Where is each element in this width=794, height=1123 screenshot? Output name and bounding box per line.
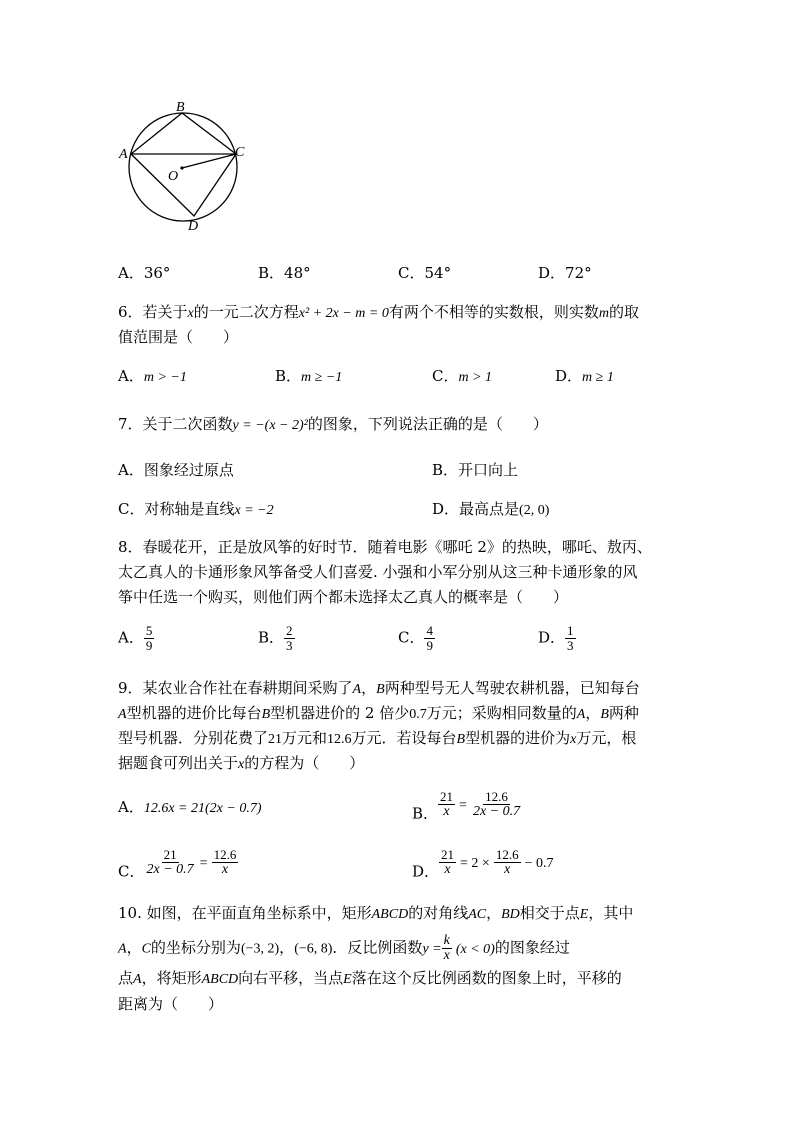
q8-option-c[interactable]: C． $\frac{4}{9}$ xyxy=(398,623,433,653)
q7-stem: 7．关于二次函数y = −(x − 2)²的图象，下列说法正确的是（ ） xyxy=(118,415,548,433)
q6-option-d[interactable]: D．m ≥ 1 xyxy=(555,367,614,385)
center-point xyxy=(180,166,183,169)
q9-line2: A型机器的进价比每台B型机器进价的 2 倍少0.7万元；采购相同数量的A，B两种 xyxy=(118,704,639,722)
circle-figure xyxy=(115,98,255,238)
q10-line4: 距离为（ ） xyxy=(118,995,224,1013)
q6-option-c[interactable]: C．m > 1 xyxy=(432,367,493,385)
q5-option-b[interactable]: B．48° xyxy=(258,264,311,282)
q9-line3: 型号机器．分别花费了21万元和12.6万元．若设每台B型机器的进价为x万元，根 xyxy=(118,729,637,747)
q9-line1: 9．某农业合作社在春耕期间采购了A，B两种型号无人驾驶农耕机器，已知每台 xyxy=(118,679,640,697)
q5-option-d[interactable]: D．72° xyxy=(538,264,592,282)
q6-option-a[interactable]: A．m > −1 xyxy=(118,367,187,385)
q10-line2: A，C的坐标分别为(−3, 2)，(−6, 8)．反比例函数y = $\frac{k}{x}$ (x < 0)的图象经过 xyxy=(118,933,570,963)
q7-option-a[interactable]: A．图象经过原点 xyxy=(118,461,234,479)
q9-line4: 据题食可列出关于x的方程为（ ） xyxy=(118,754,365,772)
q9-option-d[interactable]: D． $\frac{21}{x}$ = 2 × $\frac{12.6}{x}$ − 0.7 xyxy=(412,847,554,881)
q8-line2: 太乙真人的卡通形象风筝备受人们喜爱. 小强和小军分别从这三种卡通形象的风 xyxy=(118,563,638,581)
q8-option-a[interactable]: A． $\frac{5}{9}$ xyxy=(118,623,153,653)
q10-line3: 点A，将矩形ABCD向右平移，当点E落在这个反比例函数的图象上时，平移的 xyxy=(118,969,622,987)
q9-option-b[interactable]: B． $\frac{21}{x}$ = $\frac{12.6}{2x - 0.7}$ xyxy=(412,789,521,823)
q10-line1: 10. 如图，在平面直角坐标系中，矩形ABCD的对角线AC，BD相交于点E，其中 xyxy=(118,904,634,922)
q9-option-c[interactable]: C． $\frac{21}{2x - 0.7}$ = $\frac{12.6}{x}$ xyxy=(118,847,237,881)
q6-line2: 值范围是（ ） xyxy=(118,328,239,346)
q8-line3: 筝中任选一个购买，则他们两个都未选择太乙真人的概率是（ ） xyxy=(118,588,569,606)
q8-line1: 8．春暖花开，正是放风筝的好时节．随着电影《哪吒 2》的热映，哪吒、敖丙、 xyxy=(118,538,652,556)
q8-option-b[interactable]: B． $\frac{2}{3}$ xyxy=(258,623,293,653)
label-c: C xyxy=(235,145,245,160)
label-b: B xyxy=(176,100,185,115)
q7-option-d[interactable]: D．最高点是(2, 0) xyxy=(432,500,550,518)
label-d: D xyxy=(188,219,199,234)
q6-option-b[interactable]: B．m ≥ −1 xyxy=(275,367,343,385)
q5-option-c[interactable]: C．54° xyxy=(398,264,452,282)
q7-option-b[interactable]: B．开口向上 xyxy=(432,461,519,479)
label-a: A xyxy=(119,147,128,162)
q7-option-c[interactable]: C．对称轴是直线x = −2 xyxy=(118,500,274,518)
q9-option-a[interactable]: A．12.6x = 21(2x − 0.7) xyxy=(118,798,262,816)
q6-line1: 6．若关于x的一元二次方程x² + 2x − m = 0有两个不相等的实数根，则实数m的取 xyxy=(118,303,640,321)
q8-option-d[interactable]: D． $\frac{1}{3}$ xyxy=(538,623,574,653)
label-o: O xyxy=(168,169,179,184)
q5-option-a[interactable]: A．36° xyxy=(118,264,171,282)
